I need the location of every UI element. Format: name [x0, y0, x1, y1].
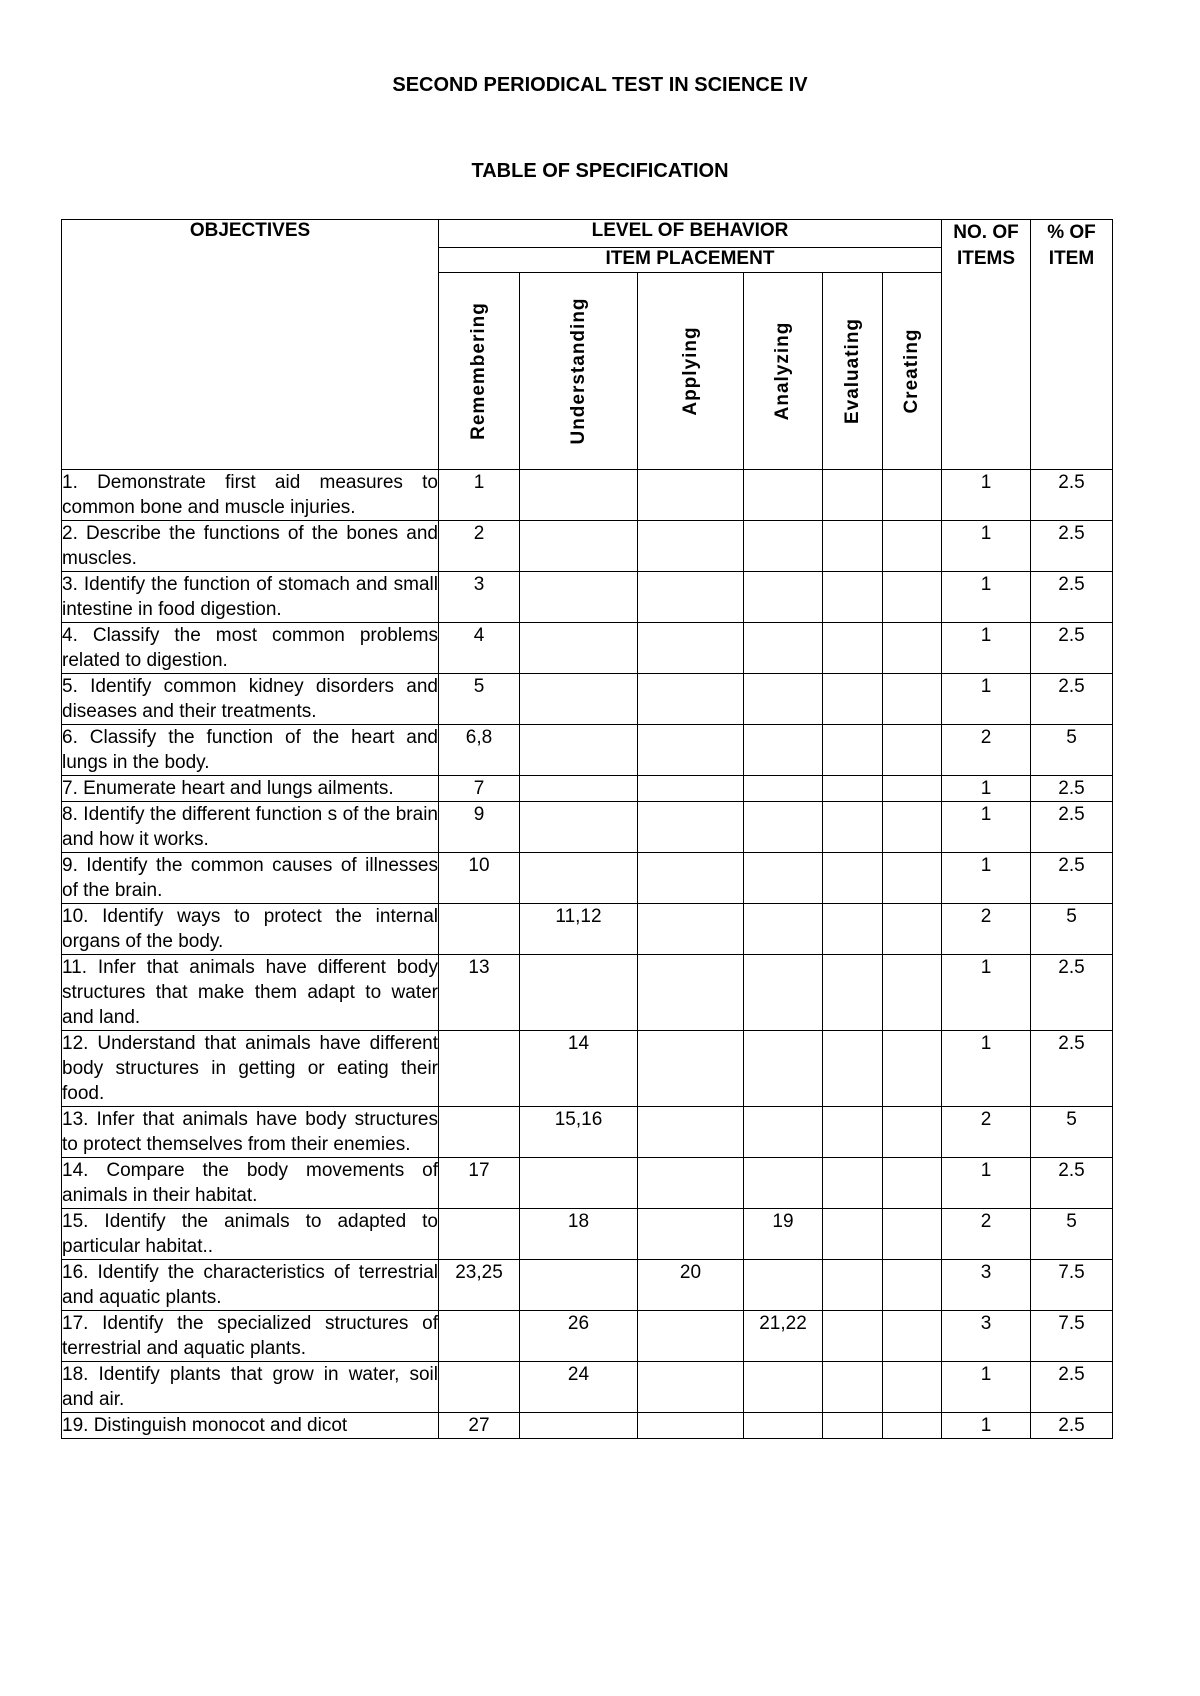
item-placement-cell	[520, 1413, 638, 1439]
item-placement-cell	[638, 521, 744, 572]
objective-cell: 18. Identify plants that grow in water, soil and air.	[62, 1362, 439, 1413]
item-placement-cell	[823, 1107, 883, 1158]
level-understanding-header	[520, 273, 638, 470]
item-placement-cell	[638, 674, 744, 725]
item-placement-cell	[744, 853, 823, 904]
item-placement-cell	[883, 776, 942, 802]
item-placement-cell: 21,22	[744, 1311, 823, 1362]
objective-cell: 10. Identify ways to protect the internal organs of the body.	[62, 904, 439, 955]
no-of-items-cell: 3	[942, 1260, 1031, 1311]
table-row	[62, 1107, 1113, 1158]
item-placement-cell	[823, 521, 883, 572]
item-placement-cell: 13	[439, 955, 520, 1031]
no-of-items-cell: 2	[942, 725, 1031, 776]
level-remembering-header	[439, 273, 520, 470]
level-analyzing-label: Analyzing	[772, 321, 793, 421]
item-placement-cell	[823, 1311, 883, 1362]
item-placement-cell	[638, 853, 744, 904]
item-placement-cell	[744, 776, 823, 802]
item-placement-cell	[823, 904, 883, 955]
item-placement-cell	[439, 1031, 520, 1107]
table-row	[62, 1362, 1113, 1413]
item-placement-cell	[520, 776, 638, 802]
item-placement-cell	[520, 572, 638, 623]
item-placement-cell: 24	[520, 1362, 638, 1413]
item-placement-cell: 9	[439, 802, 520, 853]
percent-cell: 2.5	[1031, 623, 1113, 674]
objective-cell: 4. Classify the most common problems related to digestion.	[62, 623, 439, 674]
item-placement-cell	[638, 904, 744, 955]
item-placement-cell	[744, 1158, 823, 1209]
item-placement-cell	[638, 1311, 744, 1362]
item-placement-cell	[883, 1209, 942, 1260]
no-of-items-cell: 1	[942, 802, 1031, 853]
item-placement-header: ITEM PLACEMENT	[439, 248, 942, 273]
item-placement-cell: 5	[439, 674, 520, 725]
item-placement-cell	[744, 802, 823, 853]
item-placement-cell	[823, 470, 883, 521]
item-placement-cell	[744, 623, 823, 674]
item-placement-cell	[883, 521, 942, 572]
table-row	[62, 904, 1113, 955]
item-placement-cell: 23,25	[439, 1260, 520, 1311]
objective-cell: 14. Compare the body movements of animals in their habitat.	[62, 1158, 439, 1209]
no-of-items-cell: 1	[942, 1362, 1031, 1413]
percent-of-item-header-text: % OF ITEM	[1047, 222, 1096, 269]
level-of-behavior-header: LEVEL OF BEHAVIOR	[439, 220, 942, 248]
item-placement-cell: 1	[439, 470, 520, 521]
table-body	[62, 470, 1113, 1439]
item-placement-cell	[883, 1311, 942, 1362]
item-placement-cell: 10	[439, 853, 520, 904]
item-placement-cell	[638, 470, 744, 521]
table-row	[62, 674, 1113, 725]
item-placement-cell	[883, 674, 942, 725]
item-placement-cell	[638, 955, 744, 1031]
item-placement-cell	[883, 955, 942, 1031]
item-placement-cell	[744, 1260, 823, 1311]
table-row	[62, 853, 1113, 904]
percent-cell: 2.5	[1031, 470, 1113, 521]
table-row	[62, 521, 1113, 572]
item-placement-cell: 15,16	[520, 1107, 638, 1158]
level-creating-label: Creating	[901, 328, 922, 414]
item-placement-cell	[883, 1107, 942, 1158]
item-placement-cell	[638, 776, 744, 802]
item-placement-cell	[439, 1107, 520, 1158]
item-placement-cell: 3	[439, 572, 520, 623]
item-placement-cell	[638, 1209, 744, 1260]
item-placement-cell	[744, 725, 823, 776]
item-placement-cell	[439, 1209, 520, 1260]
item-placement-cell	[744, 1031, 823, 1107]
item-placement-cell	[823, 853, 883, 904]
level-analyzing-header	[744, 273, 823, 470]
no-of-items-cell: 1	[942, 776, 1031, 802]
objective-cell: 9. Identify the common causes of illnesses of the brain.	[62, 853, 439, 904]
objective-cell: 5. Identify common kidney disorders and diseases and their treatments.	[62, 674, 439, 725]
percent-cell: 5	[1031, 1209, 1113, 1260]
percent-cell: 2.5	[1031, 572, 1113, 623]
item-placement-cell: 18	[520, 1209, 638, 1260]
item-placement-cell	[823, 623, 883, 674]
item-placement-cell	[883, 470, 942, 521]
item-placement-cell	[744, 904, 823, 955]
item-placement-cell	[883, 802, 942, 853]
item-placement-cell: 20	[638, 1260, 744, 1311]
objective-cell: 1. Demonstrate first aid measures to common bone and muscle injuries.	[62, 470, 439, 521]
objective-cell: 11. Infer that animals have different body structures that make them adapt to water and land.	[62, 955, 439, 1031]
item-placement-cell	[744, 1413, 823, 1439]
objective-cell: 3. Identify the function of stomach and small intestine in food digestion.	[62, 572, 439, 623]
percent-cell: 5	[1031, 1107, 1113, 1158]
item-placement-cell	[744, 470, 823, 521]
item-placement-cell	[744, 674, 823, 725]
item-placement-cell	[883, 1362, 942, 1413]
item-placement-cell	[638, 1107, 744, 1158]
table-row	[62, 1311, 1113, 1362]
specification-table	[61, 219, 1113, 1439]
percent-cell: 2.5	[1031, 521, 1113, 572]
item-placement-cell	[823, 572, 883, 623]
objective-cell: 6. Classify the function of the heart and lungs in the body.	[62, 725, 439, 776]
percent-cell: 7.5	[1031, 1311, 1113, 1362]
percent-cell: 5	[1031, 725, 1113, 776]
item-placement-cell	[439, 1311, 520, 1362]
item-placement-cell	[744, 955, 823, 1031]
no-of-items-header	[942, 220, 1031, 470]
item-placement-cell	[744, 1362, 823, 1413]
item-placement-cell	[744, 521, 823, 572]
item-placement-cell: 14	[520, 1031, 638, 1107]
no-of-items-cell: 1	[942, 1158, 1031, 1209]
level-applying-label: Applying	[679, 326, 701, 416]
item-placement-cell: 17	[439, 1158, 520, 1209]
item-placement-cell	[823, 776, 883, 802]
item-placement-cell	[520, 674, 638, 725]
item-placement-cell	[520, 470, 638, 521]
table-header	[62, 220, 1113, 470]
level-applying-header	[638, 273, 744, 470]
item-placement-cell	[638, 802, 744, 853]
item-placement-cell	[883, 572, 942, 623]
item-placement-cell: 2	[439, 521, 520, 572]
percent-cell: 2.5	[1031, 674, 1113, 725]
no-of-items-cell: 1	[942, 674, 1031, 725]
item-placement-cell	[638, 572, 744, 623]
table-row	[62, 470, 1113, 521]
no-of-items-cell: 1	[942, 623, 1031, 674]
no-of-items-cell: 3	[942, 1311, 1031, 1362]
item-placement-cell	[883, 904, 942, 955]
objective-cell: 16. Identify the characteristics of terrestrial and aquatic plants.	[62, 1260, 439, 1311]
item-placement-cell	[823, 1260, 883, 1311]
item-placement-cell	[520, 521, 638, 572]
no-of-items-cell: 2	[942, 1209, 1031, 1260]
percent-cell: 2.5	[1031, 1362, 1113, 1413]
table-row	[62, 1031, 1113, 1107]
table-row	[62, 623, 1113, 674]
objective-cell: 7. Enumerate heart and lungs ailments.	[62, 776, 439, 802]
percent-cell: 2.5	[1031, 1031, 1113, 1107]
table-row	[62, 776, 1113, 802]
objective-cell: 12. Understand that animals have different body structures in getting or eating their food.	[62, 1031, 439, 1107]
item-placement-cell: 7	[439, 776, 520, 802]
item-placement-cell	[520, 725, 638, 776]
percent-cell: 2.5	[1031, 955, 1113, 1031]
no-of-items-cell: 2	[942, 1107, 1031, 1158]
item-placement-cell	[638, 1158, 744, 1209]
item-placement-cell	[439, 1362, 520, 1413]
table-row	[62, 1209, 1113, 1260]
no-of-items-cell: 2	[942, 904, 1031, 955]
percent-cell: 2.5	[1031, 853, 1113, 904]
item-placement-cell	[520, 1158, 638, 1209]
item-placement-cell	[520, 955, 638, 1031]
item-placement-cell	[823, 1362, 883, 1413]
item-placement-cell	[744, 572, 823, 623]
item-placement-cell	[638, 725, 744, 776]
percent-cell: 2.5	[1031, 802, 1113, 853]
item-placement-cell	[883, 853, 942, 904]
no-of-items-cell: 1	[942, 955, 1031, 1031]
percent-cell: 5	[1031, 904, 1113, 955]
level-evaluating-header	[823, 273, 883, 470]
item-placement-cell	[823, 1031, 883, 1107]
document-title: SECOND PERIODICAL TEST IN SCIENCE IV	[392, 74, 808, 96]
item-placement-cell	[823, 1158, 883, 1209]
percent-of-item-header	[1031, 220, 1113, 470]
item-placement-cell	[883, 1260, 942, 1311]
item-placement-cell: 6,8	[439, 725, 520, 776]
no-of-items-cell: 1	[942, 853, 1031, 904]
no-of-items-cell: 1	[942, 1031, 1031, 1107]
table-title: TABLE OF SPECIFICATION	[471, 160, 729, 182]
item-placement-cell	[883, 1031, 942, 1107]
level-creating-header	[883, 273, 942, 470]
objective-cell: 17. Identify the specialized structures of terrestrial and aquatic plants.	[62, 1311, 439, 1362]
item-placement-cell	[520, 623, 638, 674]
item-placement-cell	[744, 1107, 823, 1158]
level-understanding-label: Understanding	[567, 297, 589, 445]
item-placement-cell	[883, 725, 942, 776]
percent-cell: 2.5	[1031, 776, 1113, 802]
item-placement-cell	[638, 1031, 744, 1107]
table-row	[62, 725, 1113, 776]
percent-cell: 7.5	[1031, 1260, 1113, 1311]
objective-cell: 13. Infer that animals have body structures to protect themselves from their enemies.	[62, 1107, 439, 1158]
item-placement-cell	[823, 725, 883, 776]
table-row	[62, 802, 1113, 853]
no-of-items-cell: 1	[942, 470, 1031, 521]
objective-cell: 19. Distinguish monocot and dicot	[62, 1413, 439, 1439]
percent-cell: 2.5	[1031, 1413, 1113, 1439]
item-placement-cell: 19	[744, 1209, 823, 1260]
table-row	[62, 955, 1113, 1031]
level-remembering-label: Remembering	[468, 302, 489, 440]
item-placement-cell	[823, 1209, 883, 1260]
item-placement-cell	[638, 623, 744, 674]
item-placement-cell: 27	[439, 1413, 520, 1439]
percent-cell: 2.5	[1031, 1158, 1113, 1209]
item-placement-cell	[638, 1413, 744, 1439]
table-row	[62, 1260, 1113, 1311]
item-placement-cell	[638, 1362, 744, 1413]
item-placement-cell	[823, 802, 883, 853]
item-placement-cell	[520, 1260, 638, 1311]
no-of-items-cell: 1	[942, 521, 1031, 572]
table-row	[62, 1413, 1113, 1439]
table-row	[62, 572, 1113, 623]
item-placement-cell	[883, 1413, 942, 1439]
item-placement-cell	[883, 623, 942, 674]
item-placement-cell	[883, 1158, 942, 1209]
item-placement-cell	[439, 904, 520, 955]
item-placement-cell	[823, 1413, 883, 1439]
no-of-items-header-text: NO. OF ITEMS	[953, 222, 1019, 269]
item-placement-cell: 4	[439, 623, 520, 674]
objective-cell: 8. Identify the different function s of the brain and how it works.	[62, 802, 439, 853]
no-of-items-cell: 1	[942, 572, 1031, 623]
objective-cell: 15. Identify the animals to adapted to particular habitat..	[62, 1209, 439, 1260]
level-evaluating-label: Evaluating	[841, 317, 863, 425]
objectives-header: OBJECTIVES	[62, 220, 439, 470]
item-placement-cell	[520, 853, 638, 904]
no-of-items-cell: 1	[942, 1413, 1031, 1439]
item-placement-cell	[520, 802, 638, 853]
item-placement-cell	[823, 674, 883, 725]
item-placement-cell	[823, 955, 883, 1031]
item-placement-cell: 26	[520, 1311, 638, 1362]
item-placement-cell: 11,12	[520, 904, 638, 955]
objective-cell: 2. Describe the functions of the bones and muscles.	[62, 521, 439, 572]
table-row	[62, 1158, 1113, 1209]
